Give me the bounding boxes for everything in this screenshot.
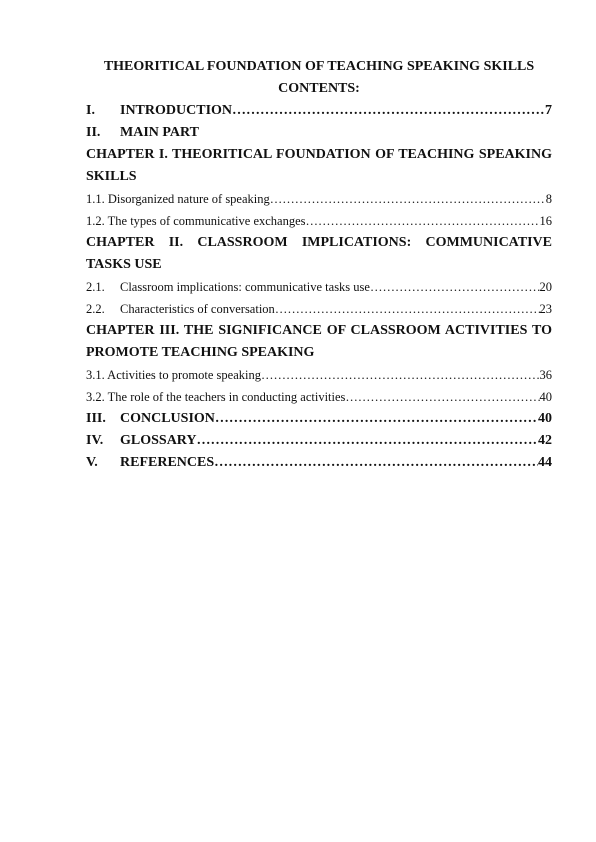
chapter-3-heading-line1[interactable]: CHAPTER III. THE SIGNIFICANCE OF CLASSROOM ACTIVITIES TO xyxy=(86,323,552,338)
toc-entry-page: 36 xyxy=(539,368,552,382)
toc-entry-number: 2.2. xyxy=(86,302,105,316)
chapter-2-heading-line1[interactable]: CHAPTER II. CLASSROOM IMPLICATIONS: COMMUNICATIVE xyxy=(86,235,552,250)
toc-entry-introduction[interactable] xyxy=(86,100,552,122)
chapter-1-heading-line1[interactable]: CHAPTER I. THEORITICAL FOUNDATION OF TEACHING SPEAKING xyxy=(86,147,552,162)
toc-entry-number: V. xyxy=(86,455,98,470)
toc-entry-3-1[interactable] xyxy=(86,364,552,386)
dot-leader xyxy=(197,430,538,452)
dot-leader xyxy=(214,452,538,474)
chapter-2-heading-line2[interactable]: TASKS USE xyxy=(86,257,162,272)
toc-entry-label: CONCLUSION xyxy=(120,411,215,426)
toc-entry-page: 7 xyxy=(545,103,552,118)
dot-leader xyxy=(306,210,540,232)
chapter-1-heading-line2[interactable]: SKILLS xyxy=(86,169,137,184)
toc-entry-number: III. xyxy=(86,411,106,426)
toc-entry-page: 42 xyxy=(538,433,552,448)
dot-leader xyxy=(232,100,545,122)
toc-entry-glossary[interactable] xyxy=(86,430,552,452)
toc-entry-page: 44 xyxy=(538,455,552,470)
toc-entry-2-1[interactable] xyxy=(86,276,552,298)
contents-heading: CONTENTS: xyxy=(278,81,360,96)
toc-entry-number: II. xyxy=(86,125,101,140)
toc-entry-main-part[interactable] xyxy=(86,122,552,144)
toc-entry-conclusion[interactable] xyxy=(86,408,552,430)
toc-entry-label: REFERENCES xyxy=(120,455,215,470)
toc-entry-2-2[interactable] xyxy=(86,298,552,320)
toc-entry-label: 3.2. The role of the teachers in conducting activities xyxy=(86,390,346,404)
toc-entry-number: 2.1. xyxy=(86,280,105,294)
toc-entry-label: Characteristics of conversation xyxy=(120,302,275,316)
toc-entry-page: 8 xyxy=(545,192,552,206)
toc-entry-label: Classroom implications: communicative tasks use xyxy=(120,280,370,294)
toc-entry-page: 23 xyxy=(539,302,552,316)
toc-entry-page: 40 xyxy=(539,390,552,404)
toc-entry-number: I. xyxy=(86,103,95,118)
toc-entry-label: 1.2. The types of communicative exchanges xyxy=(86,214,306,228)
document-page xyxy=(86,56,552,474)
toc-entry-page: 40 xyxy=(538,411,552,426)
document-title: THEORITICAL FOUNDATION OF TEACHING SPEAKING SKILLS xyxy=(103,59,535,74)
dot-leader xyxy=(275,298,540,320)
dot-leader xyxy=(370,276,540,298)
toc-entry-3-2[interactable] xyxy=(86,386,552,408)
toc-entry-references[interactable] xyxy=(86,452,552,474)
toc-entry-number: IV. xyxy=(86,433,104,448)
toc-entry-label: MAIN PART xyxy=(120,125,199,140)
dot-leader xyxy=(215,408,538,430)
toc-entry-label: INTRODUCTION xyxy=(120,103,233,118)
toc-entry-label: 1.1. Disorganized nature of speaking xyxy=(86,192,270,206)
toc-entry-page: 16 xyxy=(539,214,552,228)
dot-leader xyxy=(270,188,546,210)
dot-leader xyxy=(345,386,539,408)
toc-entry-1-2[interactable] xyxy=(86,210,552,232)
toc-entry-page: 20 xyxy=(539,280,552,294)
dot-leader xyxy=(261,364,540,386)
chapter-3-heading-line2[interactable]: PROMOTE TEACHING SPEAKING xyxy=(86,345,315,360)
toc-entry-label: GLOSSARY xyxy=(120,433,197,448)
toc-entry-1-1[interactable] xyxy=(86,188,552,210)
toc-entry-label: 3.1. Activities to promote speaking xyxy=(86,368,261,382)
